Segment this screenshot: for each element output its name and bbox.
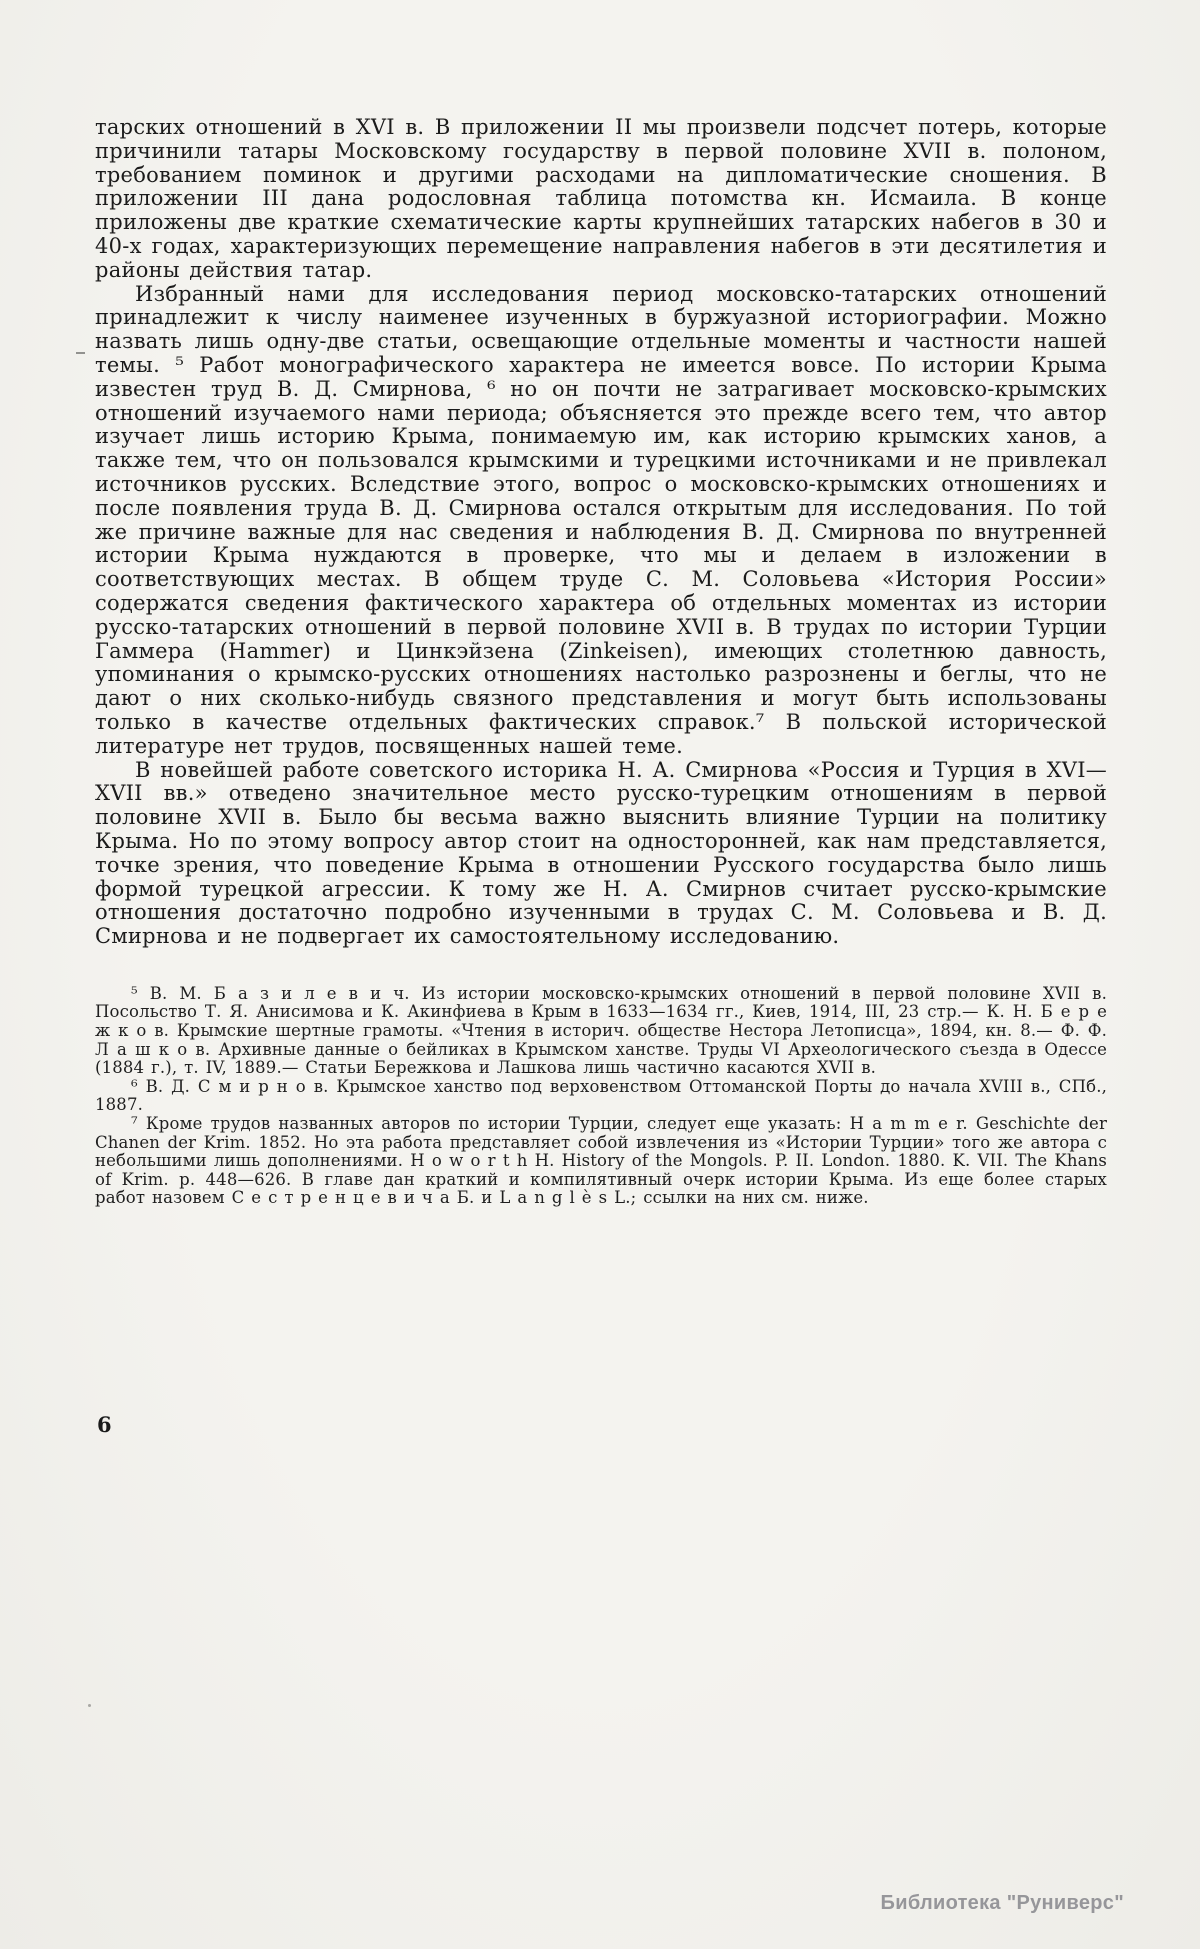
library-watermark: Библиотека "Руниверс" xyxy=(880,1892,1124,1914)
footnote-5: ⁵ В. М. Б а з и л е в и ч. Из истории московско-крымских отношений в первой половине XVII в. Посольство Т. Я. Анисимова и К. Акинфиева в Крым в 1633—1634 гг., Киев, 1914, III, 23 стр.— К. Н. Б е р е ж к о в. Крымские шертные грамоты. «Чтения в историч. обществе Нестора Летописца», 1894, кн. 8.— Ф. Ф. Л а ш к о в. Архивные данные о бейликах в Крымском ханстве. Труды VI Археологического съезда в Одессе (1884 г.), т. IV, 1889.— Статьи Бережкова и Лашкова лишь частично касаются XVII в. xyxy=(95,983,1107,1078)
body-paragraph: Избранный нами для исследования период московско-татарских отношений принадлежит к числу наименее изученных в буржуазной историографии. Можно назвать лишь одну-две статьи, освещающие отдельные моменты и частности нашей темы. ⁵ Работ монографического характера не имеется вовсе. По истории Крыма известен труд В. Д. Смирнова, ⁶ но он почти не затрагивает московско-крымских отношений изучаемого нами периода; объясняется это прежде всего тем, что автор изучает лишь историю Крыма, понимаемую им, как историю крымских ханов, а также тем, что он пользовался крымскими и турецкими источниками и не привлекал источников русских. Вследствие этого, вопрос о московско-крымских отношениях и после появления труда В. Д. Смирнова остался открытым для исследования. По той же причине важные для нас сведения и наблюдения В. Д. Смирнова по внутренней истории Крыма нуждаются в проверке, что мы и делаем в изложении в соответствующих местах. В общем труде С. М. Соловьева «История России» содержатся сведения фактического характера об отдельных моментах из истории русско-татарских отношений в первой половине XVII в. В трудах по истории Турции Гаммера (Hammer) и Цинкэйзена (Zinkeisen), имеющих столетнюю давность, упоминания о крымско-русских отношениях настолько разрознены и беглы, что не дают о них сколько-нибудь связного представления и могут быть использованы только в качестве отдельных фактических справок.⁷ В польской исторической литературе нет трудов, посвященных нашей теме. xyxy=(95,281,1107,758)
footnotes-section xyxy=(95,985,1107,1208)
footnote-7: ⁷ Кроме трудов названных авторов по истории Турции, следует еще указать: H a m m e r. Geschichte der Chanen der Krim. 1852. Но эта работа представляет собой извлечения из «Истории Турции» того же автора с небольшими лишь дополнениями. H o w o r t h H. History of the Mongols. P. II. London. 1880. K. VII. The Khans of Krim. p. 448—626. В главе дан краткий и компилятивный очерк истории Крыма. Из еще более старых работ назовем С е с т р е н ц е в и ч а Б. и L a n g l è s L.; ссылки на них см. ниже. xyxy=(95,1114,1107,1208)
scan-artifact-dash xyxy=(76,352,85,354)
footnote-6: ⁶ В. Д. С м и р н о в. Крымское ханство под верховенством Оттоманской Порты до начала XVIII в., СПб., 1887. xyxy=(95,1076,1107,1115)
main-text-column xyxy=(95,116,1107,1208)
scan-artifact-dot xyxy=(88,1704,91,1707)
body-paragraph: В новейшей работе советского историка Н. А. Смирнова «Россия и Турция в XVI—XVII вв.» отведено значительное место русско-турецким отношениям в первой половине XVII в. Было бы весьма важно выяснить влияние Турции на политику Крыма. Но по этому вопросу автор стоит на односторонней, как нам представляется, точке зрения, что поведение Крыма в отношении Русского государства было лишь формой турецкой агрессии. К тому же Н. А. Смирнов считает русско-крымские отношения достаточно подробно изученными в трудах С. М. Соловьева и В. Д. Смирнова и не подвергает их самостоятельному исследованию. xyxy=(95,757,1107,949)
body-paragraph-continuation: тарских отношений в XVI в. В приложении II мы произвели подсчет потерь, которые причинили татары Московскому государству в первой половине XVII в. полоном, требованием поминок и другими расходами на дипломатические сношения. В приложении III дана родословная таблица потомства кн. Исмаила. В конце приложены две краткие схематические карты крупнейших татарских набегов в 30 и 40-х годах, характеризующих перемещение направления набегов в эти десятилетия и районы действия татар. xyxy=(95,115,1107,282)
page-number: 6 xyxy=(97,1412,112,1437)
